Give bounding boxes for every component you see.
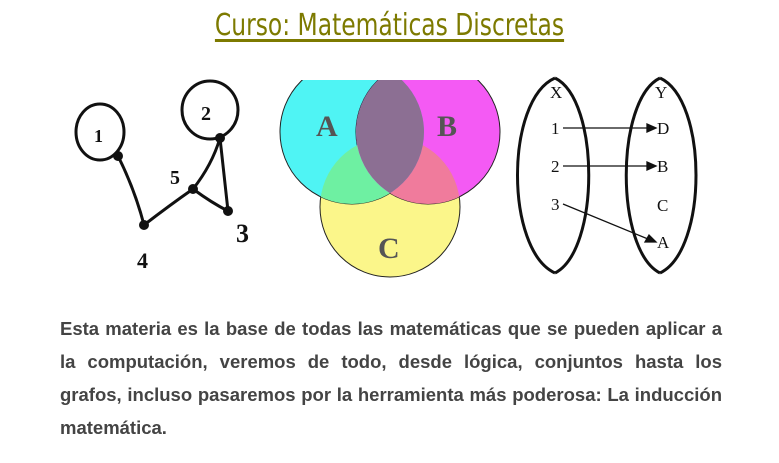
- graph-edge-1-4: [118, 156, 144, 225]
- graph-vertex-1: [115, 153, 122, 160]
- codomain-element-a: A: [657, 233, 670, 252]
- graph-edge-5-2: [193, 138, 220, 189]
- venn-label-c: C: [378, 232, 400, 265]
- course-description: Esta materia es la base de todas las matemáticas que se pueden aplicar a la computación, veremos de todo, desde lógica, conjuntos hasta los grafos, incluso pasaremos por la herramienta más poderosa: La inducción matemática.: [60, 318, 722, 438]
- domain-element-1: 1: [551, 119, 560, 138]
- set-x-oval: [518, 78, 556, 273]
- graph-edge-5-3: [193, 189, 228, 211]
- graph-vertex-3: [225, 208, 232, 215]
- graph-edge-2-3: [220, 138, 228, 211]
- domain-element-3: 3: [551, 195, 560, 214]
- graph-vertex-4: [141, 222, 148, 229]
- graph-label-4: 4: [137, 248, 148, 273]
- graph-vertex-5: [190, 186, 197, 193]
- venn-top-mask: [270, 70, 510, 80]
- graph-label-3: 3: [236, 219, 249, 248]
- page-title: Curso: Matemáticas Discretas: [214, 8, 565, 43]
- codomain-element-d: D: [657, 119, 670, 138]
- graph-label-2: 2: [201, 103, 211, 125]
- mapping-diagram: [518, 78, 697, 273]
- set-x-label: X: [550, 83, 563, 102]
- codomain-element-c: C: [657, 196, 669, 215]
- graph-edge-4-5: [144, 189, 193, 225]
- set-y-oval-left: [626, 78, 660, 273]
- graph-label-5: 5: [170, 167, 180, 189]
- graph-diagram: [76, 81, 238, 229]
- venn-diagram: [270, 70, 510, 277]
- venn-label-a: A: [316, 110, 338, 143]
- graph-label-1: 1: [94, 126, 103, 146]
- set-y-label: Y: [655, 83, 668, 102]
- venn-label-b: B: [437, 110, 458, 143]
- set-x-oval-right: [555, 78, 589, 273]
- codomain-element-b: B: [657, 157, 669, 176]
- domain-element-2: 2: [551, 157, 560, 176]
- illustration-strip: [0, 70, 779, 295]
- graph-vertex-2: [217, 135, 224, 142]
- arrow-3-to-a: [563, 204, 648, 239]
